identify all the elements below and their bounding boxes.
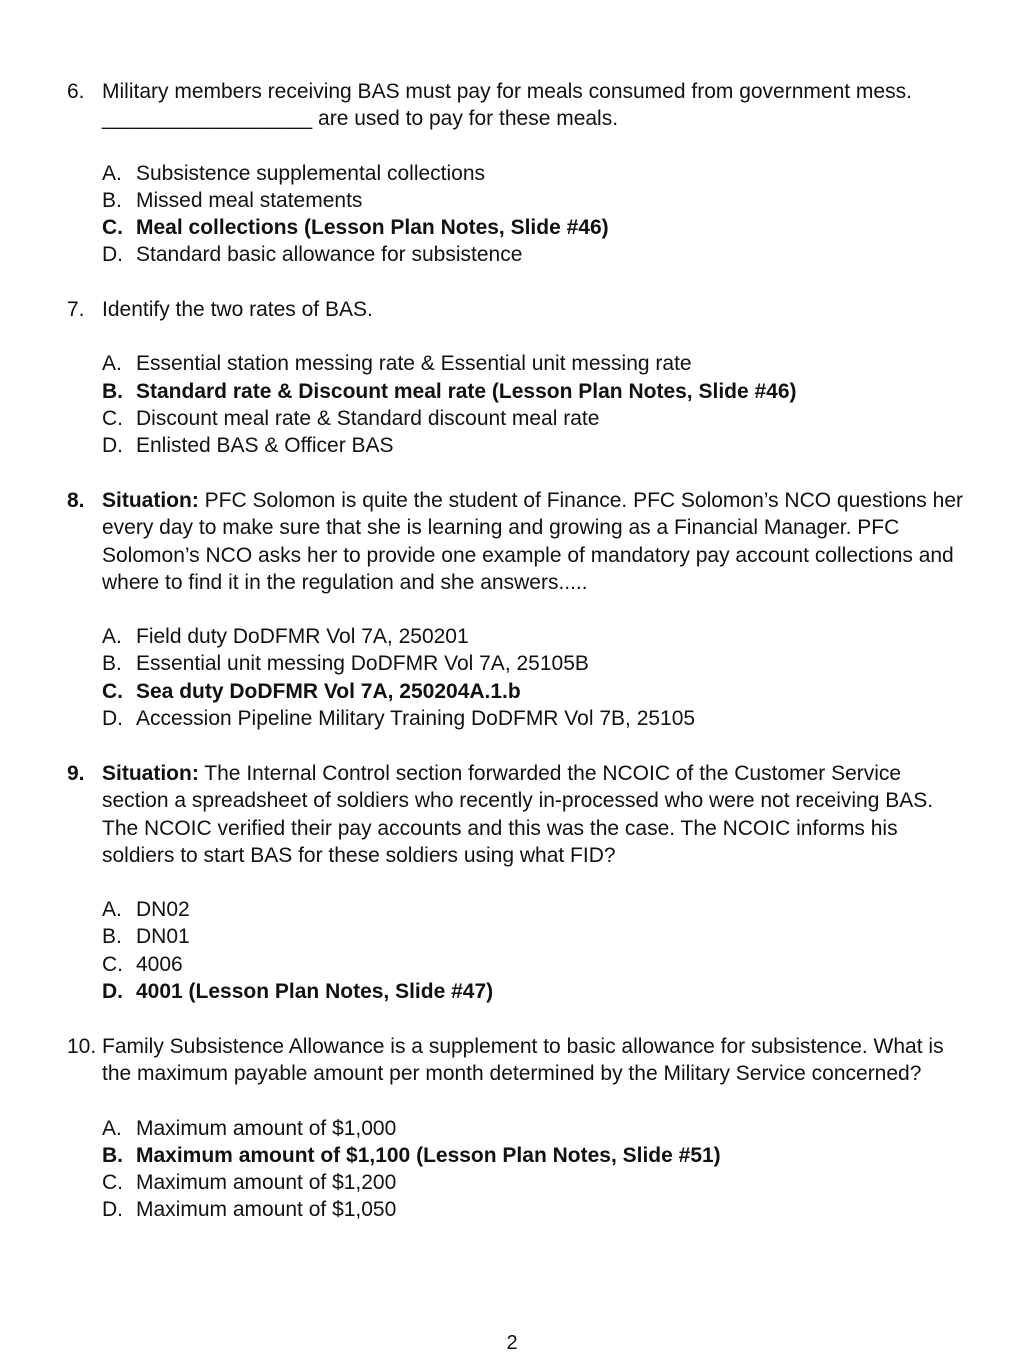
question-10 — [67, 1033, 967, 1224]
option-text: Maximum amount of $1,050 — [136, 1198, 397, 1222]
question-9 — [67, 760, 967, 1005]
question-text: Identify the two rates of BAS. — [102, 298, 373, 321]
question-stem — [67, 760, 967, 869]
answer-option-c — [102, 951, 967, 978]
option-letter: A. — [102, 352, 122, 376]
correct-answer-option-c — [102, 678, 967, 705]
correct-answer-option-b — [102, 1142, 967, 1169]
option-text: Accession Pipeline Military Training DoDFMR Vol 7B, 25105 — [136, 707, 696, 731]
answer-option-d — [102, 241, 967, 268]
answer-option-a — [102, 160, 967, 187]
correct-answer-option-b — [102, 378, 967, 405]
option-text: Standard rate & Discount meal rate (Lesson Plan Notes, Slide #46) — [136, 379, 797, 403]
question-number: 9. — [67, 762, 85, 785]
option-letter: D. — [102, 1198, 123, 1222]
option-text: Maximum amount of $1,000 — [136, 1116, 397, 1140]
option-letter: A. — [102, 1116, 122, 1140]
answer-option-d — [102, 1196, 967, 1223]
answer-options — [67, 1115, 967, 1224]
answer-options — [67, 160, 967, 269]
situation-label: Situation: — [102, 489, 199, 512]
option-letter: D. — [102, 243, 123, 267]
option-text: Maximum amount of $1,200 — [136, 1171, 397, 1195]
option-letter: D. — [102, 707, 123, 731]
question-stem — [67, 487, 967, 596]
answer-option-a — [102, 350, 967, 377]
answer-option-c — [102, 1169, 967, 1196]
situation-text: PFC Solomon is quite the student of Finance. PFC Solomon’s NCO questions her every day to make sure that she is learning and growing as a Financial Manager. PFC Solomon’s NCO asks her to provide one example of mandatory pay account collections and where to find it in the regulation and she answers..... — [102, 489, 963, 594]
option-letter: B. — [102, 1143, 123, 1167]
option-letter: A. — [102, 625, 122, 649]
answer-option-d — [102, 705, 967, 732]
situation-text: The Internal Control section forwarded the NCOIC of the Customer Service section a spreadsheet of soldiers who recently in-processed who were not receiving BAS. The NCOIC verified their pay accounts and this was the case. The NCOIC informs his soldiers to start BAS for these soldiers using what FID? — [102, 762, 934, 867]
option-text: Field duty DoDFMR Vol 7A, 250201 — [136, 625, 469, 649]
correct-answer-option-c — [102, 214, 967, 241]
answer-option-b — [102, 923, 967, 950]
option-text: Subsistence supplemental collections — [136, 161, 486, 185]
option-text: Essential unit messing DoDFMR Vol 7A, 25105B — [136, 652, 589, 676]
option-letter: C. — [102, 406, 123, 430]
option-text: 4001 (Lesson Plan Notes, Slide #47) — [136, 980, 494, 1004]
option-letter: B. — [102, 379, 123, 403]
answer-option-a — [102, 896, 967, 923]
option-letter: D. — [102, 434, 123, 458]
option-text: Standard basic allowance for subsistence — [136, 243, 523, 267]
question-stem — [67, 78, 967, 133]
question-number: 8. — [67, 489, 85, 512]
option-text: DN02 — [136, 898, 190, 922]
question-number: 10. — [67, 1035, 97, 1058]
answer-options — [67, 350, 967, 459]
option-letter: D. — [102, 980, 123, 1004]
answer-option-b — [102, 187, 967, 214]
option-letter: B. — [102, 925, 122, 949]
option-letter: C. — [102, 1171, 123, 1195]
question-stem — [67, 296, 967, 323]
option-text: Discount meal rate & Standard discount meal rate — [136, 406, 600, 430]
question-7 — [67, 296, 967, 459]
option-text: 4006 — [136, 952, 183, 976]
option-letter: B. — [102, 188, 122, 212]
question-text: Family Subsistence Allowance is a supplement to basic allowance for subsistence. What is the maximum payable amount per month determined by the Military Service concerned? — [102, 1035, 944, 1086]
question-text — [102, 487, 967, 596]
question-text: Military members receiving BAS must pay for meals consumed from government mess. __________________ are used to pay for these meals. — [102, 80, 912, 131]
situation-label: Situation: — [102, 762, 199, 785]
option-text: Essential station messing rate & Essential unit messing rate — [136, 352, 692, 376]
option-text: Meal collections (Lesson Plan Notes, Slide #46) — [136, 216, 609, 240]
option-letter: C. — [102, 216, 123, 240]
answer-option-d — [102, 432, 967, 459]
option-letter: C. — [102, 679, 123, 703]
question-number: 7. — [67, 298, 85, 321]
option-letter: A. — [102, 161, 122, 185]
option-text: DN01 — [136, 925, 190, 949]
correct-answer-option-d — [102, 978, 967, 1005]
option-text: Missed meal statements — [136, 188, 363, 212]
option-text: Sea duty DoDFMR Vol 7A, 250204A.1.b — [136, 679, 521, 703]
answer-option-b — [102, 650, 967, 677]
answer-option-c — [102, 405, 967, 432]
answer-options — [67, 623, 967, 732]
question-text — [102, 760, 967, 869]
question-stem — [67, 1033, 967, 1088]
answer-option-a — [102, 623, 967, 650]
option-text: Maximum amount of $1,100 (Lesson Plan Notes, Slide #51) — [136, 1143, 721, 1167]
option-letter: A. — [102, 898, 122, 922]
answer-option-a — [102, 1115, 967, 1142]
question-8 — [67, 487, 967, 732]
option-text: Enlisted BAS & Officer BAS — [136, 434, 394, 458]
page-number: 2 — [506, 1332, 518, 1354]
option-letter: B. — [102, 652, 122, 676]
question-6 — [67, 78, 967, 269]
answer-options — [67, 896, 967, 1005]
question-number: 6. — [67, 80, 85, 103]
option-letter: C. — [102, 952, 123, 976]
